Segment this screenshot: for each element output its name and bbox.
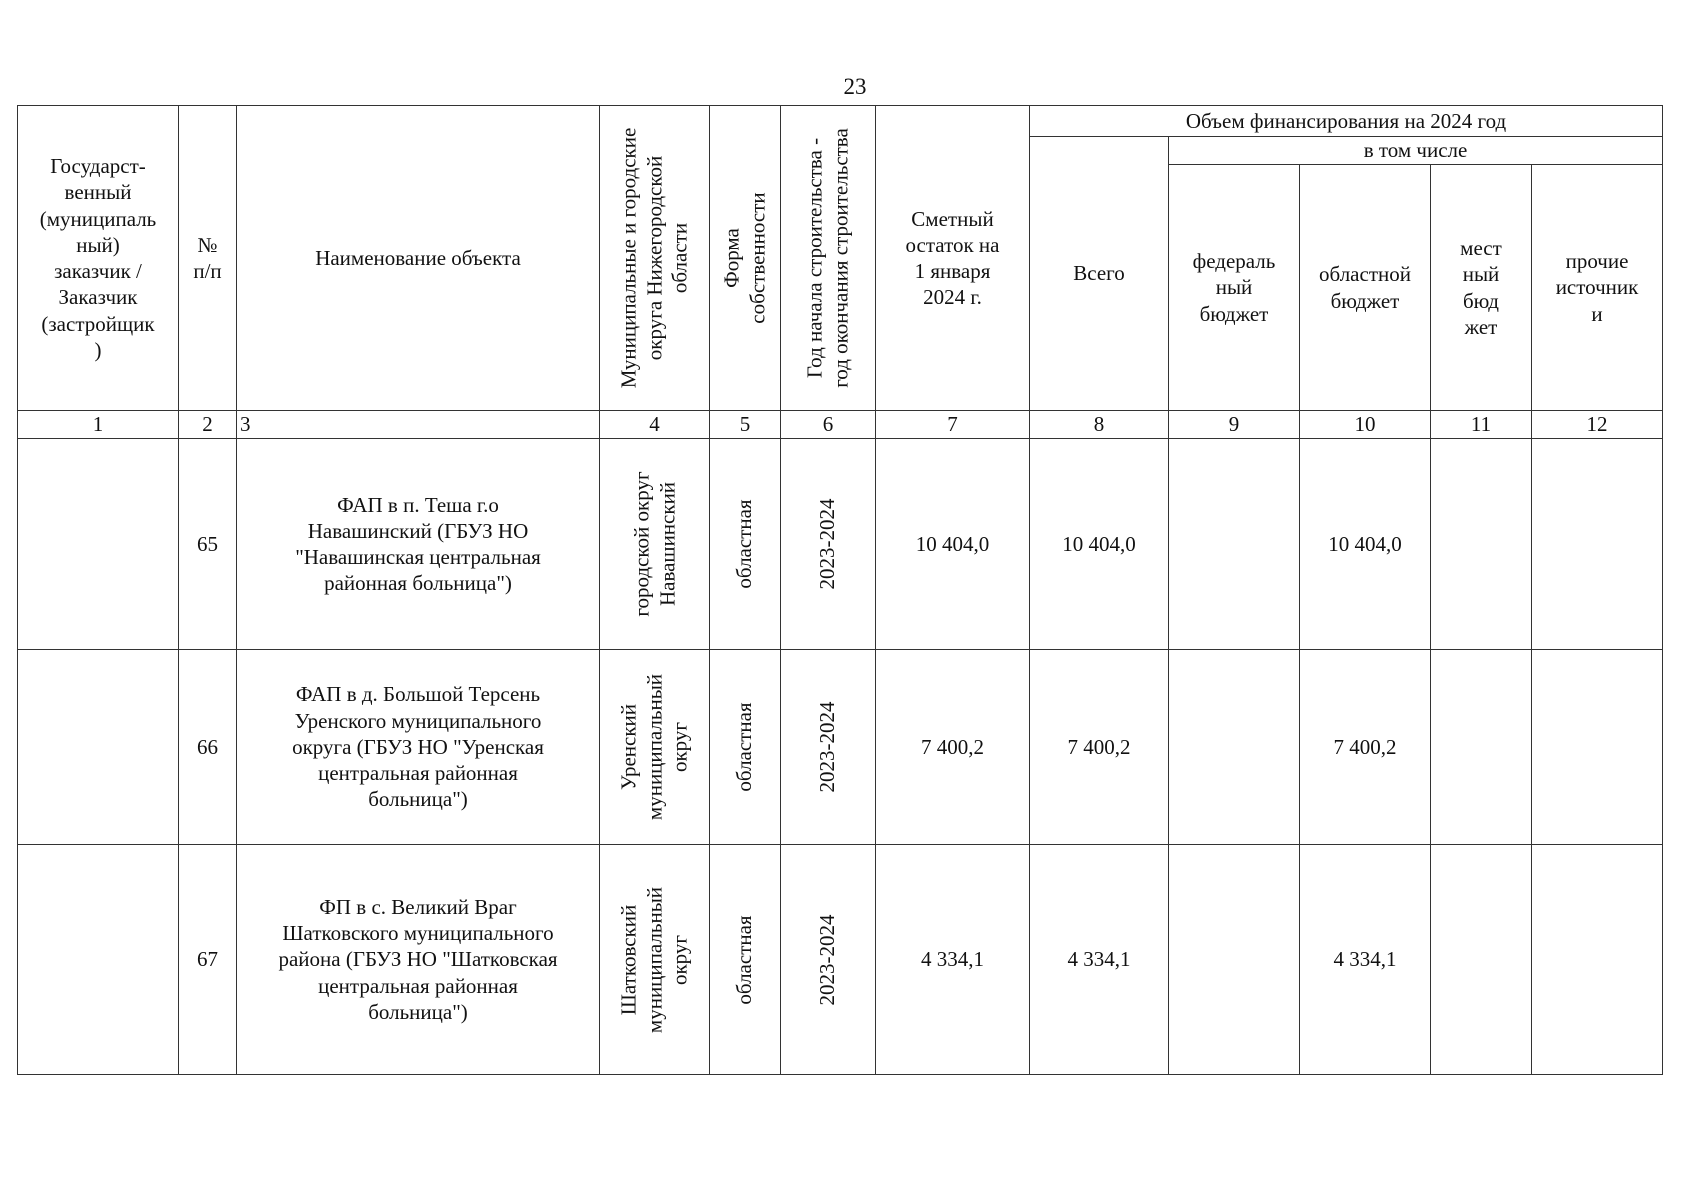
table-row [18, 439, 1663, 650]
cell-regional: 4 334,1 [1300, 845, 1431, 1075]
column-number: 2 [179, 411, 237, 439]
column-number: 11 [1431, 411, 1532, 439]
cell-customer [18, 439, 179, 650]
cell-federal [1169, 845, 1300, 1075]
page-number: 23 [843, 74, 867, 99]
header-ownership-text: Форма собственности [719, 192, 769, 324]
cell-local [1431, 845, 1532, 1075]
cell-federal [1169, 650, 1300, 845]
header-other: прочие источник и [1532, 165, 1663, 411]
cell-years [781, 845, 876, 1075]
cell-number: 67 [179, 845, 237, 1075]
cell-municipality-text: городской округ Навашинский [628, 471, 679, 617]
cell-estimated-balance: 4 334,1 [876, 845, 1030, 1075]
cell-total: 10 404,0 [1030, 439, 1169, 650]
cell-regional: 7 400,2 [1300, 650, 1431, 845]
header-row-1 [18, 106, 1663, 137]
cell-municipality-text: Уренский муниципальный округ [616, 673, 692, 821]
cell-years [781, 439, 876, 650]
table-row [18, 845, 1663, 1075]
cell-years [781, 650, 876, 845]
column-number: 10 [1300, 411, 1431, 439]
header-ownership [710, 106, 781, 411]
header-municipality [600, 106, 710, 411]
column-number: 8 [1030, 411, 1169, 439]
column-number: 9 [1169, 411, 1300, 439]
header-federal: федераль ный бюджет [1169, 165, 1300, 411]
header-years [781, 106, 876, 411]
header-including: в том числе [1169, 137, 1663, 165]
cell-other [1532, 650, 1663, 845]
cell-object-name: ФАП в д. Большой Терсень Уренского муниципального округа (ГБУЗ НО "Уренская центральная районная больница") [237, 650, 600, 845]
cell-municipality-text: Шатковский муниципальный округ [616, 886, 692, 1033]
cell-object-name: ФАП в п. Теша г.о Навашинский (ГБУЗ НО "Навашинская центральная районная больница") [237, 439, 600, 650]
header-customer: Государст- венный (муниципаль ный) заказчик / Заказчик (застройщик ) [18, 106, 179, 411]
table-row [18, 650, 1663, 845]
cell-total: 4 334,1 [1030, 845, 1169, 1075]
financing-table [17, 105, 1663, 1075]
cell-other [1532, 439, 1663, 650]
cell-local [1431, 439, 1532, 650]
header-municipality-text: Муниципальные и городские округа Нижегородской области [616, 127, 692, 389]
cell-municipality [600, 439, 710, 650]
cell-federal [1169, 439, 1300, 650]
column-number: 5 [710, 411, 781, 439]
header-total: Всего [1030, 137, 1169, 411]
cell-number: 65 [179, 439, 237, 650]
cell-local [1431, 650, 1532, 845]
cell-years-text: 2023-2024 [815, 914, 840, 1005]
header-regional: областной бюджет [1300, 165, 1431, 411]
cell-ownership-text: областная [732, 702, 757, 792]
column-number-row [18, 411, 1663, 439]
cell-estimated-balance: 7 400,2 [876, 650, 1030, 845]
column-number: 4 [600, 411, 710, 439]
cell-ownership-text: областная [732, 914, 757, 1005]
cell-ownership [710, 650, 781, 845]
column-number: 7 [876, 411, 1030, 439]
cell-years-text: 2023-2024 [815, 701, 840, 793]
cell-ownership [710, 845, 781, 1075]
header-object-name: Наименование объекта [237, 106, 600, 411]
header-number: № п/п [179, 106, 237, 411]
cell-years-text: 2023-2024 [815, 498, 840, 590]
cell-regional: 10 404,0 [1300, 439, 1431, 650]
cell-municipality [600, 845, 710, 1075]
cell-ownership-text: областная [732, 499, 757, 589]
cell-other [1532, 845, 1663, 1075]
cell-object-name: ФП в с. Великий Враг Шатковского муниципального района (ГБУЗ НО "Шатковская центральная районная больница") [237, 845, 600, 1075]
cell-customer [18, 650, 179, 845]
column-number: 3 [237, 411, 600, 439]
cell-municipality [600, 650, 710, 845]
header-funding-group: Объем финансирования на 2024 год [1030, 106, 1663, 137]
header-estimated-balance: Сметный остаток на 1 января 2024 г. [876, 106, 1030, 411]
cell-number: 66 [179, 650, 237, 845]
cell-ownership [710, 439, 781, 650]
column-number: 1 [18, 411, 179, 439]
column-number: 6 [781, 411, 876, 439]
cell-customer [18, 845, 179, 1075]
column-number: 12 [1532, 411, 1663, 439]
cell-total: 7 400,2 [1030, 650, 1169, 845]
header-years-text: Год начала строительства - год окончания строительства [802, 128, 852, 388]
cell-estimated-balance: 10 404,0 [876, 439, 1030, 650]
header-local: мест ный бюд жет [1431, 165, 1532, 411]
